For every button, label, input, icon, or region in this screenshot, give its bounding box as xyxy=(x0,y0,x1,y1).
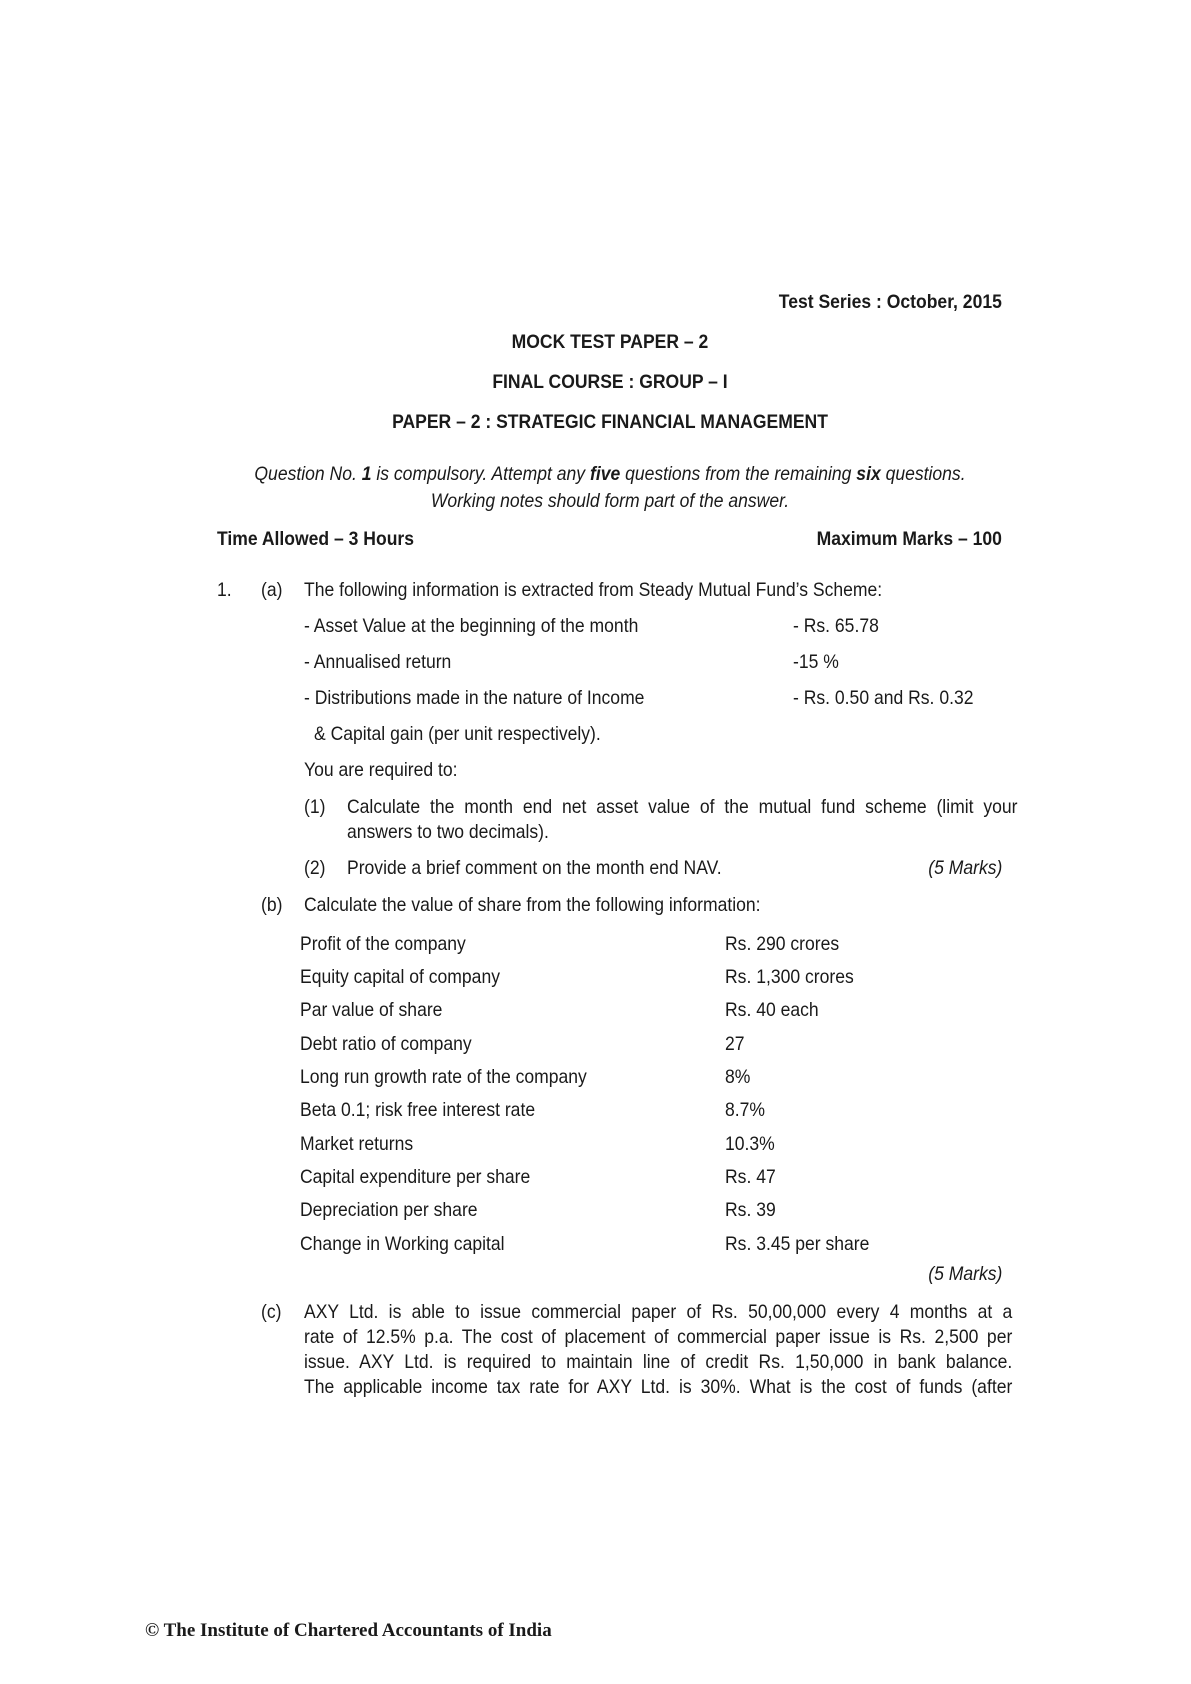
part-b-label: (b) xyxy=(261,894,283,916)
table-row-value: Rs. 3.45 per share xyxy=(725,1233,870,1255)
table-row-value: Rs. 290 crores xyxy=(725,933,840,955)
table-row-value: Rs. 1,300 crores xyxy=(725,966,854,988)
time-allowed: Time Allowed – 3 Hours xyxy=(217,528,415,550)
table-row-label: Beta 0.1; risk free interest rate xyxy=(300,1099,536,1121)
part-c-text-line: rate of 12.5% p.a. The cost of placement of commercial paper issue is Rs. 2,500 per xyxy=(304,1326,1013,1348)
table-row-label: Profit of the company xyxy=(300,933,466,955)
table-row-value: Rs. 39 xyxy=(725,1199,776,1221)
table-row-value: 8% xyxy=(725,1066,751,1088)
table-row-label: Par value of share xyxy=(300,999,443,1021)
sub-question-text: Calculate the month end net asset value of the mutual fund scheme (limit your xyxy=(347,796,1018,818)
info-value: - Rs. 65.78 xyxy=(793,615,879,637)
test-series: Test Series : October, 2015 xyxy=(778,291,1002,313)
part-a-label: (a) xyxy=(261,579,283,601)
instructions-line-1: Question No. 1 is compulsory. Attempt any five questions from the remaining six questions. xyxy=(254,463,966,485)
info-value: -15 % xyxy=(793,651,839,673)
part-c-label: (c) xyxy=(261,1301,282,1323)
table-row-label: Depreciation per share xyxy=(300,1199,478,1221)
sub-question-text: Provide a brief comment on the month end NAV. xyxy=(347,857,722,879)
instructions-line-2: Working notes should form part of the answer. xyxy=(430,490,790,512)
table-row-value: 27 xyxy=(725,1033,745,1055)
info-label: - Asset Value at the beginning of the month xyxy=(304,615,639,637)
part-a-intro: The following information is extracted from Steady Mutual Fund’s Scheme: xyxy=(304,579,883,601)
footer-copyright: © The Institute of Chartered Accountants of India xyxy=(145,1620,552,1641)
table-row-label: Change in Working capital xyxy=(300,1233,505,1255)
paper-number: MOCK TEST PAPER – 2 xyxy=(511,331,709,353)
part-c-text-line: The applicable income tax rate for AXY Ltd. is 30%. What is the cost of funds (after xyxy=(304,1376,1013,1398)
table-row-value: Rs. 47 xyxy=(725,1166,776,1188)
table-row-label: Market returns xyxy=(300,1133,414,1155)
sub-question-label: (2) xyxy=(304,857,326,879)
part-b-intro: Calculate the value of share from the following information: xyxy=(304,894,761,916)
table-row-label: Capital expenditure per share xyxy=(300,1166,531,1188)
info-label-continued: & Capital gain (per unit respectively). xyxy=(314,723,601,745)
sub-question-label: (1) xyxy=(304,796,326,818)
table-row-value: 10.3% xyxy=(725,1133,775,1155)
part-c-text-line: AXY Ltd. is able to issue commercial paper of Rs. 50,00,000 every 4 months at a xyxy=(304,1301,1013,1323)
table-row-label: Equity capital of company xyxy=(300,966,500,988)
table-row-value: Rs. 40 each xyxy=(725,999,819,1021)
table-row-label: Debt ratio of company xyxy=(300,1033,472,1055)
part-c-text-line: issue. AXY Ltd. is required to maintain line of credit Rs. 1,50,000 in bank balance. xyxy=(304,1351,1013,1373)
paper-title: PAPER – 2 : STRATEGIC FINANCIAL MANAGEMENT xyxy=(392,411,828,433)
marks-label: (5 Marks) xyxy=(927,1263,1002,1285)
info-label: - Annualised return xyxy=(304,651,452,673)
course-title: FINAL COURSE : GROUP – I xyxy=(492,371,728,393)
sub-question-text-continued: answers to two decimals). xyxy=(347,821,549,843)
info-label: - Distributions made in the nature of Income xyxy=(304,687,645,709)
table-row-label: Long run growth rate of the company xyxy=(300,1066,587,1088)
info-value: - Rs. 0.50 and Rs. 0.32 xyxy=(793,687,974,709)
maximum-marks: Maximum Marks – 100 xyxy=(816,528,1002,550)
marks-label: (5 Marks) xyxy=(927,857,1002,879)
required-text: You are required to: xyxy=(304,759,458,781)
table-row-value: 8.7% xyxy=(725,1099,766,1121)
question-number: 1. xyxy=(217,579,232,601)
